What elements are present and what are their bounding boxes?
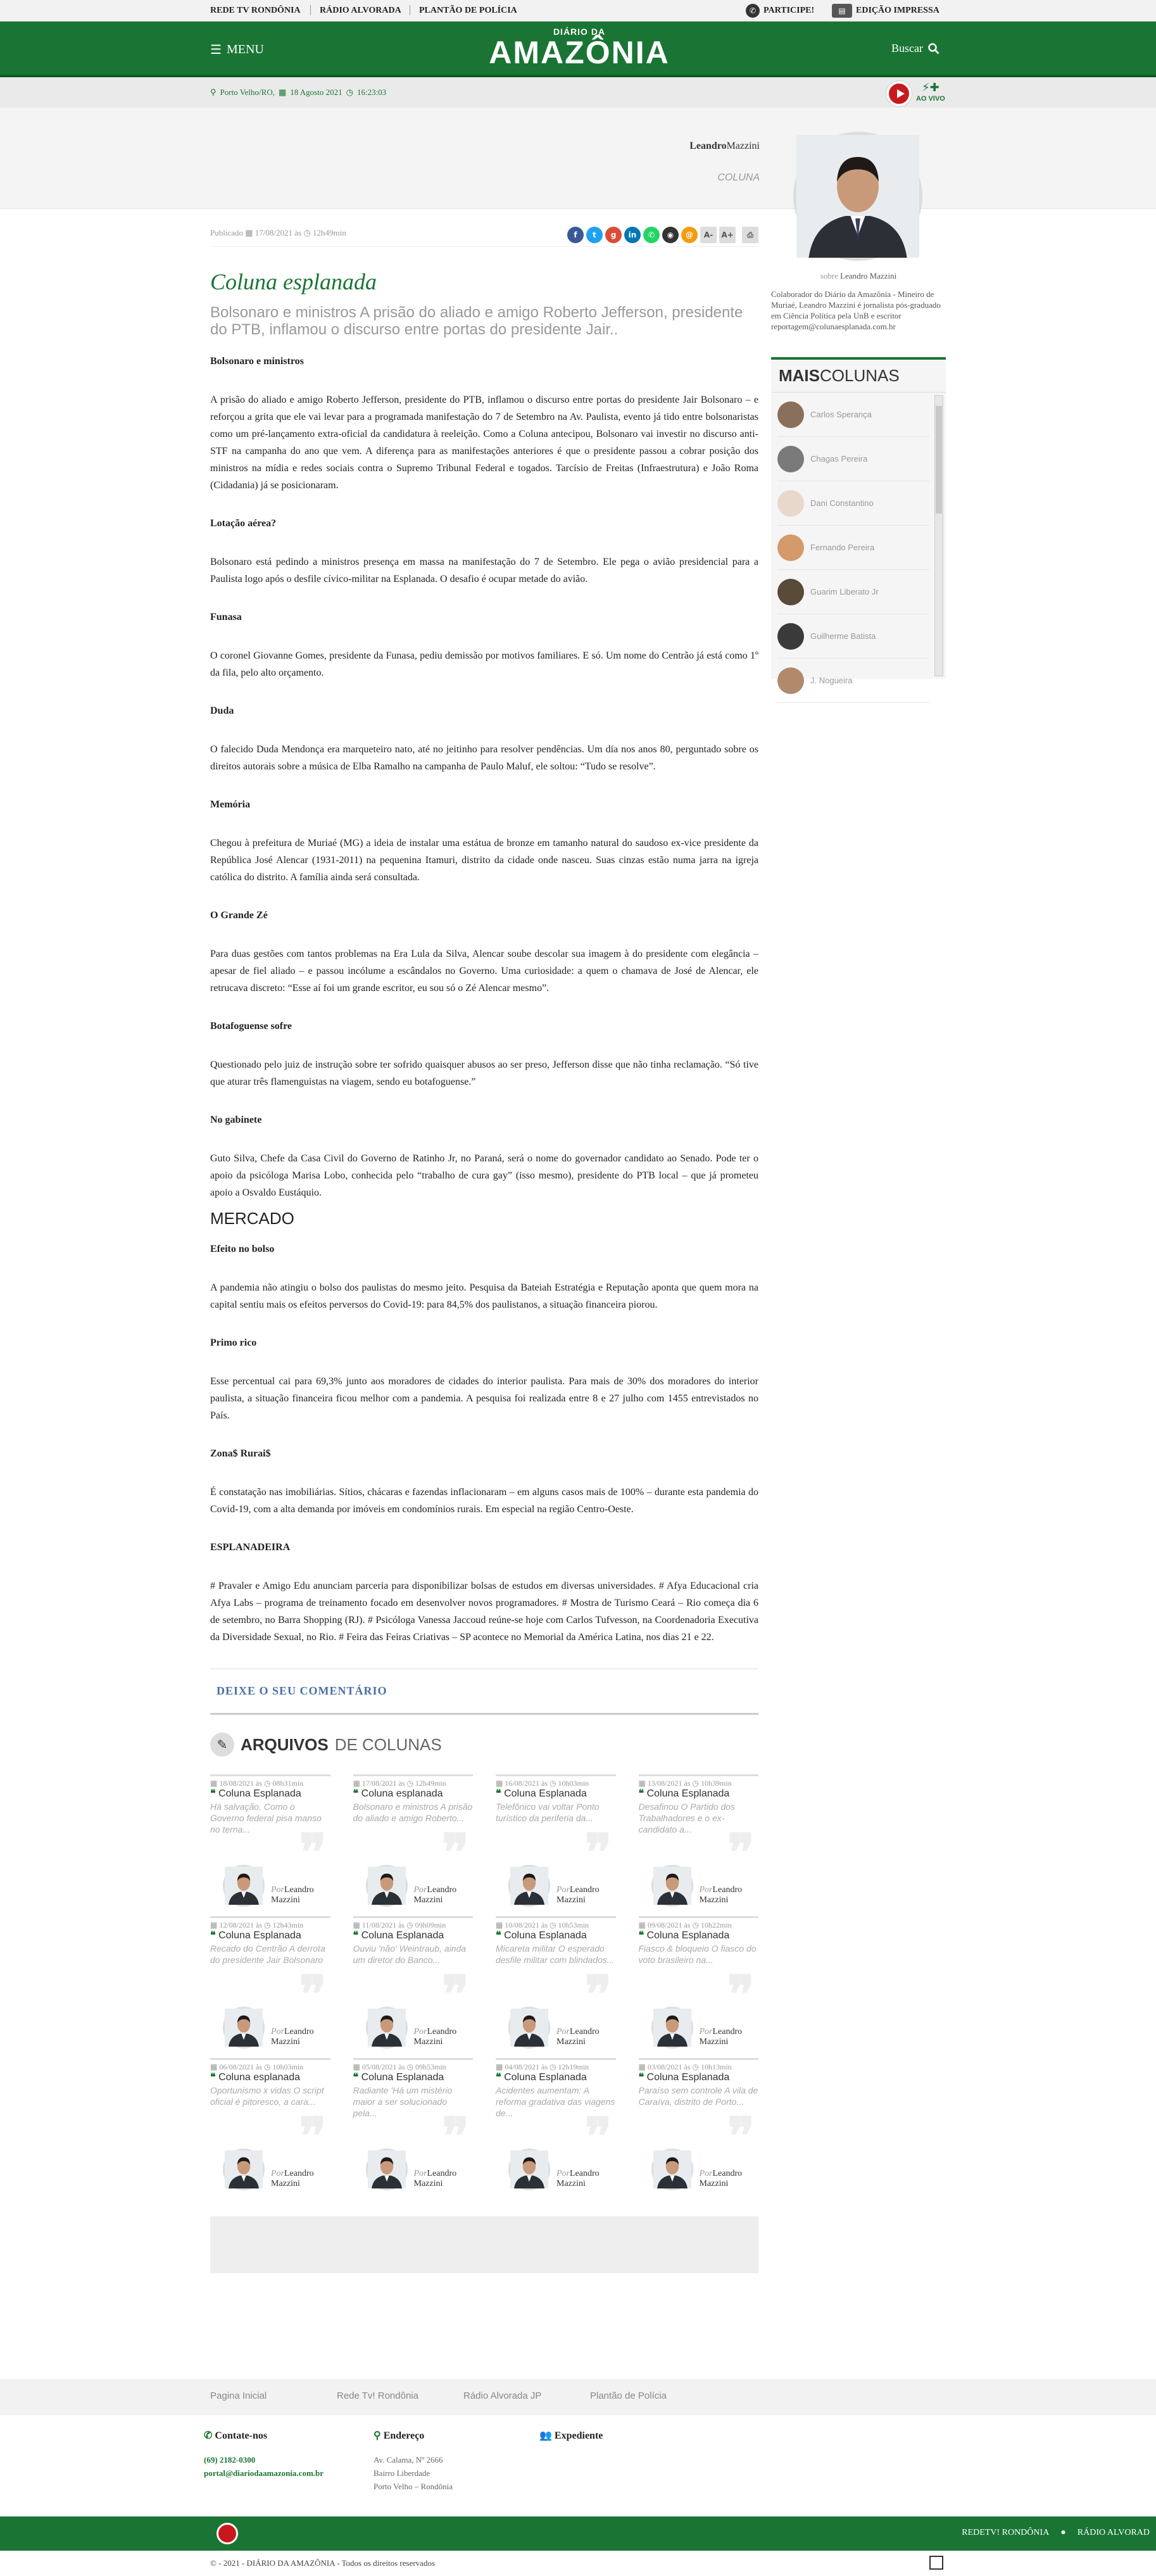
archive-card[interactable] [353,2058,474,2194]
ad-placeholder [210,2216,758,2273]
copyright-text: © - 2021 - DIÁRIO DA AMAZÔNIA - Todos os direitos reservados [210,2558,435,2568]
card-byline: PorLeandro Mazzini [271,1885,314,1905]
paragraph: O coronel Giovanne Gomes, presidente da Funasa, pediu demissão por motivos familiares. E só. Um nome do Centrão já está como 1º da fila, pelo alto orçamento. [210,650,758,678]
sobre-prefix: sobre [820,271,838,281]
archive-heading [210,1733,758,1757]
card-title[interactable]: ❝ Coluna Esplanada [496,1930,587,1941]
footer-info [0,2415,1156,2516]
search-icon [928,43,939,54]
columnist-avatar [777,446,804,472]
contact-title: Contate-nos [215,2430,268,2441]
hamburger-icon: ☰ [210,43,222,57]
card-excerpt: Recado do Centrão A derrota do presidente Jair Bolsonaro [210,1943,325,1965]
font-increase-button[interactable]: A+ [719,227,736,243]
link-rede-tv[interactable]: REDE TV RONDÔNIA [210,6,301,15]
bar-link-radio[interactable]: RÁDIO ALVORAD [1077,2528,1150,2537]
card-byline: PorLeandro Mazzini [271,2027,314,2047]
archive-card[interactable] [496,1774,616,1910]
section-heading: Botafoguense sofre [210,1021,292,1032]
clock-icon: ◷ [264,1779,271,1788]
clock-icon: ◷ [406,1779,413,1788]
columnist-item[interactable] [777,614,929,659]
participe-link[interactable] [746,4,814,18]
section-heading: Zona$ Rurai$ [210,1448,271,1459]
card-title[interactable]: ❝ Coluna Esplanada [210,1788,301,1799]
quote-mark-icon: ❞ [584,1822,612,1882]
address-line: Porto Velho – Rondônia [374,2482,453,2491]
quote-icon: ❝ [210,2072,216,2083]
facebook-icon[interactable]: f [567,227,584,243]
published-time: 12h49min [312,228,346,237]
card-date: ▦ 04/08/2021 às ◷ 12h19min [496,2062,589,2071]
columnist-name: Chagas Pereira [810,454,868,464]
menu-button[interactable] [210,42,264,58]
columnist-name: Guarim Liberato Jr [810,587,879,597]
site-logo[interactable] [484,27,674,68]
expediente-title[interactable]: Expediente [554,2430,603,2441]
footer-contact [204,2429,324,2480]
card-excerpt: Radiante 'Há um mistério maior a ser solucionado pela... [353,2085,453,2118]
columnist-item[interactable] [777,437,929,481]
columnist-avatar [777,623,804,650]
card-title[interactable]: ❝ Coluna Esplanada [638,1788,730,1799]
paragraph: Chegou à prefeitura de Muriaé (MG) a ideia de instalar uma estátua de bronze em tamanho natural do saudoso ex-vice presidente da República José Alencar (1931-2011) na pequenina Itamuri, distrito da cidade onde nasceu. Suas cinzas estão numa jarra na igreja católica do distrito. A família ainda será consultada. [210,838,758,883]
scrollbar-thumb[interactable] [936,406,942,514]
calendar-icon: ▦ [496,2062,503,2071]
archive-card[interactable] [496,2058,616,2194]
paragraph: Esse percentual cai para 69,3% junto aos moradores de cidades do interior paulista. Para mais de 30% dos moradores do interior paulista, a situação financeira ficou melhor com a pandemia. A pesquisa foi realizada entre 8 e 27 julho com 1455 entrevistados no País. [210,1376,758,1421]
columnist-name: Dani Constantino [810,498,874,508]
users-icon: 👥 [539,2430,552,2441]
google-plus-icon[interactable]: g [605,227,622,243]
columnist-item[interactable] [777,393,929,437]
card-excerpt: Telefônico vai voltar Ponto turístico da periferia da... [496,1802,600,1823]
clock-icon: ◷ [303,228,311,237]
quote-mark-icon: ❞ [441,2106,469,2166]
calendar-icon: ▦ [638,1779,646,1788]
contact-email[interactable]: portal@diariodaamazonia.com.br [204,2468,324,2478]
clock-icon: ◷ [406,2062,413,2071]
paragraph: Bolsonaro está pedindo a ministros presença em massa na manifestação do 7 de Setembro. Ele pega o avião presidencial para a Paulista logo após o desfile cívico-militar na Esplanada. O desafio é ocupar metade do avião. [210,557,758,584]
archive-card[interactable] [210,1774,330,1910]
card-author-avatar [223,2149,265,2190]
card-byline: PorLeandro Mazzini [556,2027,600,2047]
print-icon[interactable]: ⎙ [742,227,758,243]
paragraph: Para duas gestões com tantos problemas na Era Lula da Silva, Alencar soube descolar sua imagem à do presidente com elegância – apesar de fiel aliado – e passou incólume a escândalos no Governo. Uma curiosidade: a quem o chamava de José de Alencar, ele retrucava discreto: “Esse aí foi um grande escritor, eu sou só o Zé Alencar mesmo”. [210,949,758,994]
clock-icon: ◷ [692,1921,699,1929]
card-author-avatar [508,2149,550,2190]
bar-link-redetv[interactable]: REDETV! RONDÔNIA [962,2528,1050,2537]
paragraph: A prisão do aliado e amigo Roberto Jefferson, presidente do PTB, inflamou o discurso entre portas do presidente Jair Bolsonaro – e reforçou a grita que ele vai levar para a programada manifestação do 7 de Setembro na Av. Paulista, evento já tido entre bolsonaristas como um pré-lançamento extra-oficial da candidatura à reeleição. Como a Coluna antecipou, Bolsonaro vai investir no discurso anti-STF na campanha do ano que vem. A diferença para as manifestações anteriores é que o presidente passou a cobrar posição dos ministros na mídia e redes sociais contra o Supremo Tribunal Federal e togados. Tarcísio de Freitas (Infraestrutura) e João Roma (Cidadania) já se posicionaram. [210,395,758,491]
quote-mark-icon: ❞ [727,2106,755,2166]
section-heading: Bolsonaro e ministros [210,356,304,367]
calendar-icon: ▦ [353,1921,360,1929]
footer-link-plantao[interactable]: Plantão de Polícia [590,2390,667,2401]
info-bar [0,77,1156,108]
antenna-icon: ⚡✚ [922,81,939,94]
card-byline: PorLeandro Mazzini [413,2027,457,2047]
card-author-avatar [508,2007,550,2049]
card-author-avatar [366,2149,408,2190]
archive-card[interactable] [639,2058,759,2194]
card-date: ▦ 16/08/2021 às ◷ 10h03min [496,1779,589,1788]
quote-icon: ❝ [496,2072,501,2083]
top-bar [0,0,1156,22]
published-date: 17/08/2021 [254,228,293,237]
copy-icon[interactable] [929,2556,943,2570]
card-excerpt: Desafinou O Partido dos Trabalhadores e o ex-candidato a... [638,1802,736,1834]
article-body [210,356,758,1646]
card-excerpt: Bolsonaro e ministros A prisão do aliado e amigo Roberto... [353,1802,473,1823]
calendar-icon: ▦ [210,1779,218,1788]
footer-link-rede-tv[interactable]: Rede Tv! Rondônia [337,2390,418,2401]
menu-label: MENU [226,42,264,56]
more-columns-box [771,357,946,685]
quote-icon: ❝ [353,2072,359,2083]
archive-card[interactable] [210,1916,330,2052]
logo-main-text: AMAZÔNIA [489,35,670,70]
clock-icon: ◷ [406,1921,413,1929]
map-pin-icon: ⚲ [374,2430,381,2441]
address-line: Bairro Liberdade [374,2468,430,2478]
archive-card[interactable] [639,1774,759,1910]
scrollbar[interactable] [934,395,943,676]
calendar-icon: ▦ [210,1921,218,1929]
current-time: 16:23:03 [356,87,387,97]
archive-card[interactable] [496,1916,616,2052]
card-date: ▦ 12/08/2021 às ◷ 12h43min [210,1921,304,1929]
card-author-avatar [366,1865,408,1907]
columnist-list [771,393,946,703]
site-header [0,22,1156,77]
quote-mark-icon: ❞ [727,1964,755,2024]
archive-card[interactable] [353,1916,474,2052]
section-heading: Primo rico [210,1337,257,1348]
email-icon[interactable]: @ [681,227,698,243]
footer-link-radio[interactable]: Rádio Alvorada JP [463,2390,542,2401]
columnist-name: Carlos Sperança [810,410,872,419]
location: Porto Velho/RO, [220,87,275,97]
archive-grid [210,1774,758,2194]
logo-top-text: DIÁRIO DA [553,27,606,37]
author-about [771,271,946,281]
calendar-icon: ▦ [496,1779,503,1788]
clock-icon: ◷ [550,1921,556,1929]
quote-icon: ❝ [496,1788,501,1799]
quote-mark-icon: ❞ [299,1822,327,1882]
footer-nav [0,2379,1156,2415]
whatsapp-icon[interactable]: ✆ [643,227,660,243]
archive-card[interactable] [353,1774,474,1910]
card-byline: PorLeandro Mazzini [556,2169,600,2188]
quote-mark-icon: ❞ [584,2106,612,2166]
clock-icon: ◷ [692,1779,699,1788]
link-radio-alvorada[interactable]: RÁDIO ALVORADA [320,6,401,15]
published-label: Publicado [210,228,243,237]
footer-link-home[interactable]: Pagina Inicial [210,2390,267,2401]
columnist-avatar [777,401,804,428]
card-excerpt: Acidentes aumentam: A reforma gradativa das viagens de... [496,2085,615,2118]
card-title[interactable]: ❝ Coluna Esplanada [496,2072,587,2083]
live-label[interactable] [916,81,945,103]
author-role: COLUNA [717,172,760,183]
section-heading: ESPLANADEIRA [210,1542,291,1553]
divider [310,5,311,15]
mais-light: COLUNAS [820,366,900,385]
card-byline: PorLeandro Mazzini [413,1885,457,1905]
twitter-icon[interactable]: t [586,227,603,243]
clock-icon: ◷ [550,1779,556,1788]
columnist-item[interactable] [777,659,929,703]
footer-bar [0,2516,1156,2551]
calendar-icon: ▦ [210,2062,218,2071]
card-byline: PorLeandro Mazzini [699,2169,743,2188]
section-heading: Duda [210,705,234,716]
main-content [210,228,758,2273]
card-excerpt: Oportunismo x vidas O script oficial é pitoresco, a cara... [210,2085,324,2107]
section-heading: Efeito no bolso [210,1244,275,1254]
edicao-label: EDIÇÃO IMPRESSA [856,6,939,15]
columnist-avatar [777,579,804,605]
columnist-item[interactable] [777,570,929,614]
clock-icon: ◷ [550,2062,556,2071]
clock-icon: ◷ [346,87,353,97]
card-date: ▦ 05/08/2021 às ◷ 09h53min [353,2062,446,2071]
card-byline: PorLeandro Mazzini [699,1885,743,1905]
archive-title-light: DE COLUNAS [334,1734,442,1754]
current-date: 18 Agosto 2021 [290,87,342,97]
author-name [689,141,760,152]
link-plantao-policia[interactable]: PLANTÃO DE POLÍCIA [419,6,517,15]
card-author-avatar [651,2007,693,2049]
card-author-avatar [366,2007,408,2049]
card-title[interactable]: ❝ Coluna Esplanada [353,2072,444,2083]
card-date: ▦ 11/08/2021 às ◷ 09h09min [353,1921,446,1929]
published-at: às [294,228,302,237]
archive-title-bold: ARQUIVOS [241,1734,329,1754]
footer-expediente [539,2429,603,2453]
card-byline: PorLeandro Mazzini [699,2027,743,2047]
footer-address [374,2429,453,2493]
share-buttons [567,227,758,243]
card-date: ▦ 10/08/2021 às ◷ 10h53min [496,1921,589,1929]
archive-card[interactable] [210,2058,330,2194]
live-radio-button[interactable] [217,2523,238,2544]
footer-bar-links [962,2528,1150,2538]
card-excerpt: Paraíso sem controle A vila de Caraíva, distrito de Porto... [638,2085,758,2107]
paragraph: # Pravaler e Amigo Edu anunciam parceria para disponibilizar bolsas de estudos em diversas universidades. # Afya Educacional cria Afya Labs – programa de treinamento focado em desenvolver novos programadores. # Mostra de Turismo Ceará – Rio começa dia 6 de setembro, no Barra Shopping (RJ). # Psicóloga Vanessa Jaccoud reúne-se hoje com Carlos Tufvesson, na Coordenadoria Executiva da Diversidade Sexual, no Rio. # Feira das Feiras Criativas – SP acontece no Memorial da América Latina, nos dias 21 e 22. [210,1581,758,1643]
paragraph: Guto Silva, Chefe da Casa Civil do Governo de Ratinho Jr, no Paraná, será o nome do governador candidato ao Senado. Pode ter o apoio da psicóloga Marisa Lobo, conhecida pelo “trabalho de cura gay” (isso mesmo), presidente do PTB local – que já prometeu apoio a Osvaldo Eustáquio. [210,1153,758,1198]
reddit-icon[interactable]: ◉ [662,227,679,243]
columnist-item[interactable] [777,526,929,570]
card-byline: PorLeandro Mazzini [271,2169,314,2188]
bullet-icon: ● [1060,2528,1066,2537]
article-title: Coluna esplanada [210,269,377,294]
copyright-bar [0,2551,1156,2576]
contact-phone[interactable]: (69) 2182-0300 [204,2455,256,2465]
map-pin-icon: ⚲ [210,87,217,97]
author-hero [0,108,1156,209]
article-lead: Bolsonaro e ministros A prisão do aliado e amigo Roberto Jefferson, presidente do PTB, inflamou o discurso entre portas do presidente Jair.. [210,304,743,338]
calendar-icon: ▦ [353,2062,360,2071]
calendar-icon: ▦ [496,1921,503,1929]
archive-card[interactable] [639,1916,759,2052]
card-byline: PorLeandro Mazzini [413,2169,457,2188]
live-play-button[interactable] [886,81,912,106]
sobre-name[interactable]: Leandro Mazzini [840,271,897,281]
columnist-avatar [777,667,804,694]
card-date: ▦ 13/08/2021 às ◷ 10h39min [638,1779,732,1788]
clock-icon: ◷ [692,2062,699,2071]
card-excerpt: Ouviu 'não' Weintraub, ainda um diretor do Banco... [353,1943,467,1965]
author-bio: Colaborador do Diário da Amazônia - Mineiro de Muriaé, Leandro Mazzini é jornalista pós-graduado em Ciência Política pela UnB e escritor reportagem@colunaesplanada.com.br [771,289,941,331]
columnist-name: Fernando Pereira [810,543,875,552]
sidebar [771,228,946,685]
card-date: ▦ 03/08/2021 às ◷ 10h13min [638,2062,732,2071]
author-first-name: Leandro [689,141,727,151]
section-heading: Lotação aérea? [210,518,277,529]
location-date [210,87,386,98]
paragraph: Questionado pelo juiz de instrução sobre ter sofrido quaisquer abusos ao ser preso, Jefferson disse que não tinha reclamação. “Só tive que aturar três flamenguistas na viagem, sendo eu botafoguense.” [210,1059,758,1087]
article-meta [210,228,758,247]
columnist-name: Guilherme Batista [810,631,876,641]
calendar-icon: ▦ [638,1921,646,1929]
mais-bold: MAIS [779,366,820,385]
clock-icon: ◷ [264,1921,271,1929]
quote-mark-icon: ❞ [441,1822,469,1882]
card-title[interactable]: ❝ Coluna Esplanada [496,1788,587,1799]
quote-icon: ❝ [353,1930,359,1941]
columnist-item[interactable] [777,481,929,526]
quote-icon: ❝ [496,1930,501,1941]
card-date: ▦ 09/08/2021 às ◷ 10h22min [638,1921,732,1929]
calendar-icon: ▦ [278,87,287,97]
card-date: ▦ 06/08/2021 às ◷ 10h03min [210,2062,304,2071]
card-title[interactable]: ❝ Coluna esplanada [353,1788,443,1799]
card-author-avatar [651,2149,693,2190]
card-byline: PorLeandro Mazzini [556,1885,600,1905]
live-text: AO VIVO [916,95,945,103]
calendar-icon: ▦ [245,228,253,237]
paragraph: É constatação nas imobiliárias. Sítios, chácaras e fazendas inflacionaram – em alguns casos mais de 100% – durante esta pandemia do Covid-19, com a alta demanda por imóveis em condomínios rurais. Em especial na região Centro-Oeste. [210,1487,758,1515]
paragraph: A pandemia não atingiu o bolso dos paulistas do mesmo jeito. Pesquisa da Bateiah Estratégia e Reputação aponta que quem mora na capital sentiu mais os efeitos perversos do Covid-19: para 84,5% dos paulistanos, a situação financeira piorou. [210,1282,758,1310]
card-author-avatar [223,1865,265,1907]
card-date: ▦ 17/08/2021 às ◷ 12h49min [353,1779,446,1788]
newspaper-icon: ▤ [832,4,852,18]
card-author-avatar [223,2007,265,2049]
calendar-icon: ▦ [638,2062,646,2071]
card-title[interactable]: ❝ Coluna Esplanada [210,1930,301,1941]
more-columns-title [771,360,946,393]
columnist-avatar [777,534,804,561]
card-title[interactable]: ❝ Coluna Esplanada [638,1930,730,1941]
card-title[interactable]: ❝ Coluna Esplanada [638,2072,730,2083]
phone-icon: ✆ [204,2430,213,2441]
edicao-impressa-link[interactable] [832,4,939,18]
linkedin-icon[interactable]: in [624,227,641,243]
quote-mark-icon: ❞ [299,1964,327,2024]
card-title[interactable]: ❝ Coluna esplanada [210,2072,301,2083]
search-label: Buscar [891,42,923,54]
font-decrease-button[interactable]: A- [700,227,717,243]
quote-icon: ❝ [353,1788,359,1799]
section-heading: Funasa [210,612,242,622]
card-title[interactable]: ❝ Coluna Esplanada [353,1930,444,1941]
quote-icon: ❝ [638,1788,644,1799]
paragraph: O falecido Duda Mendonça era marqueteiro nato, até no jeitinho para resolver pendências. Um dia nos anos 80, perguntado sobre os direitos autorais sobre a música de Elba Ramalho na campanha de Paulo Maluf, ele soltou: “Tudo se resolve”. [210,744,758,772]
author-last-name: Mazzini [726,141,760,151]
section-heading: No gabinete [210,1114,262,1125]
pencil-icon: ✎ [210,1733,234,1757]
quote-mark-icon: ❞ [727,1822,755,1882]
section-heading: O Grande Zé [210,910,268,921]
card-excerpt: Fiasco & bloqueio O fiasco do voto brasileiro na... [638,1943,757,1965]
mercado-heading: MERCADO [210,1209,294,1228]
quote-icon: ❝ [210,1930,216,1941]
columnist-name: J. Nogueira [810,676,853,685]
card-author-avatar [651,1865,693,1907]
clock-icon: ◷ [264,2062,271,2071]
participe-label: PARTICIPE! [763,6,815,15]
card-author-avatar [508,1865,550,1907]
address-title: Endereço [383,2430,425,2441]
search-button[interactable] [891,42,939,55]
leave-comment-link[interactable]: DEIXE O SEU COMENTÁRIO [210,1669,758,1715]
quote-mark-icon: ❞ [584,1964,612,2024]
quote-icon: ❝ [638,1930,644,1941]
card-date: ▦ 18/08/2021 às ◷ 08h31min [210,1779,304,1788]
card-excerpt: Micareta militar O esperado desfile militar com blindados... [496,1943,615,1965]
whatsapp-icon: ✆ [746,4,760,18]
quote-icon: ❝ [638,2072,644,2083]
address-line: Av. Calama, Nº 2666 [374,2455,443,2465]
columnist-avatar [777,490,804,517]
calendar-icon: ▦ [353,1779,360,1788]
quote-mark-icon: ❞ [299,2106,327,2166]
card-excerpt: Há salvação. Como o Governo federal pisa manso no terna... [210,1802,322,1834]
quote-mark-icon: ❞ [441,1964,469,2024]
quote-icon: ❝ [210,1788,216,1799]
section-heading: Memória [210,799,251,810]
